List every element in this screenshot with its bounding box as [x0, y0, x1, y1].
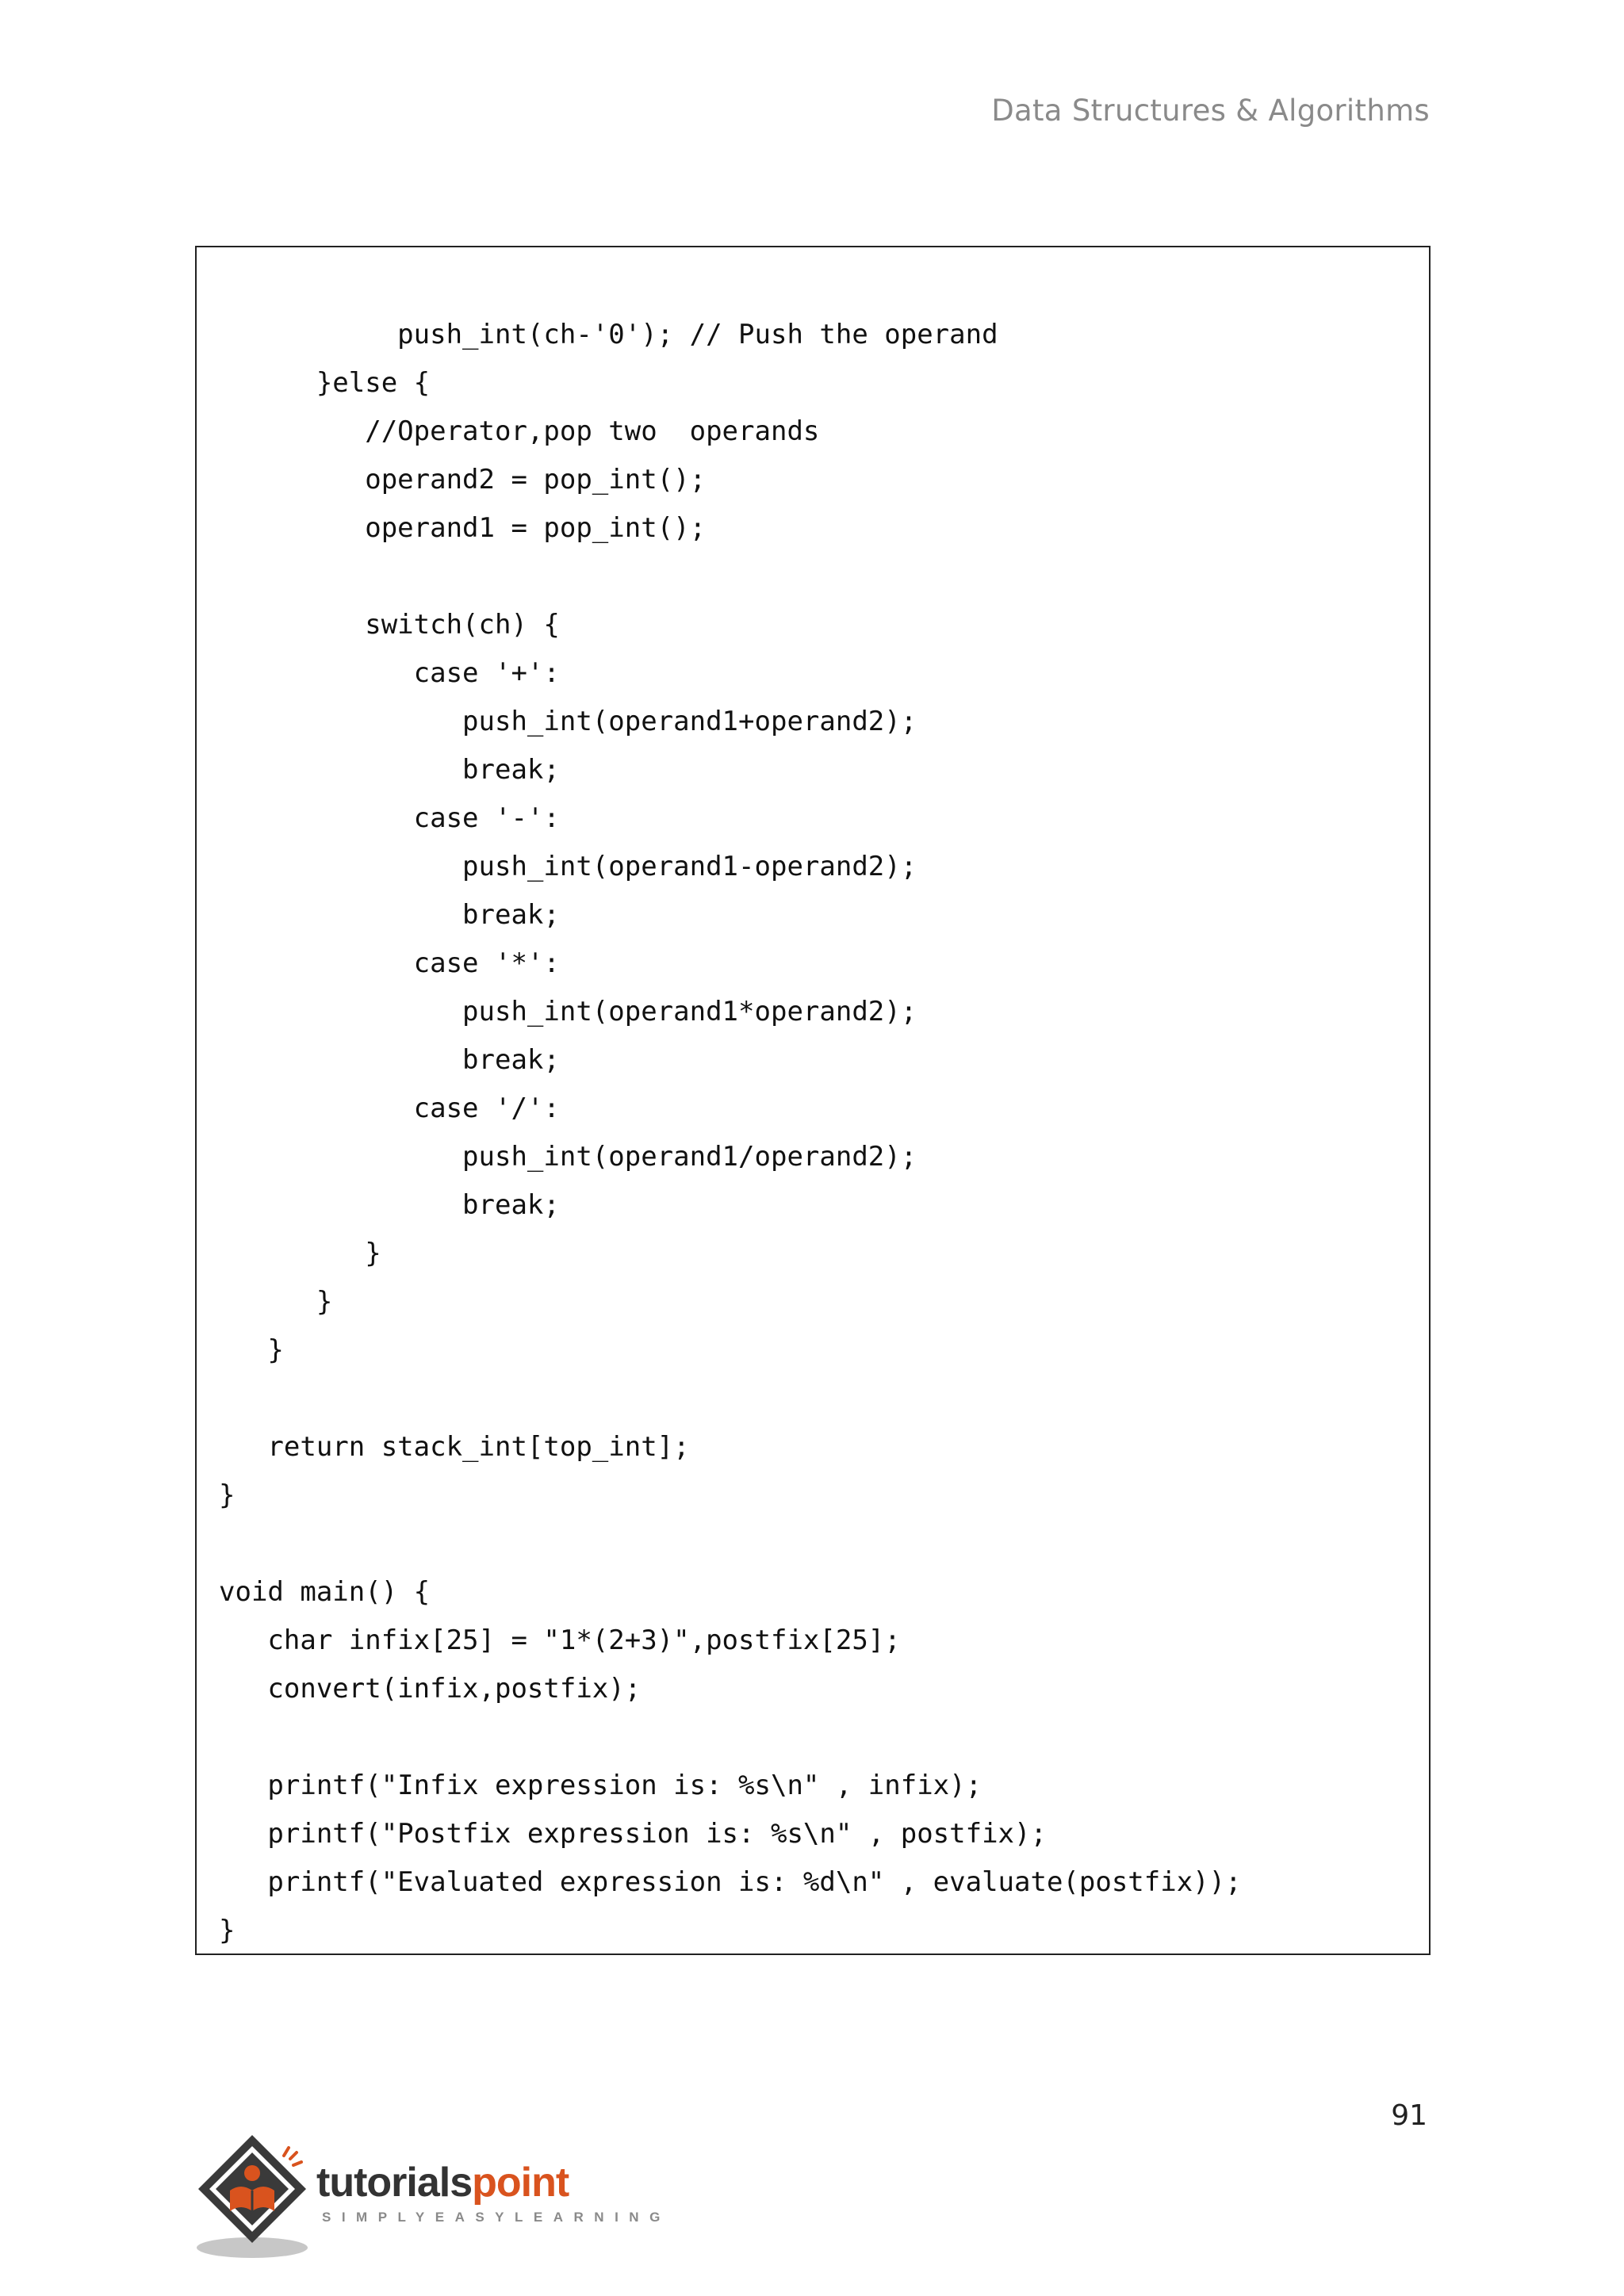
page-number: 91: [1391, 2099, 1427, 2132]
code-line: }: [219, 1238, 381, 1269]
code-line: //Operator,pop two operands: [219, 415, 820, 447]
logo-word-point: point: [472, 2160, 569, 2206]
code-line: push_int(operand1/operand2);: [219, 1141, 917, 1173]
code-line: case '*':: [219, 947, 560, 979]
code-line: break;: [219, 1189, 560, 1221]
running-header: Data Structures & Algorithms: [991, 94, 1430, 128]
tutorialspoint-logo: [195, 2129, 671, 2263]
code-line: break;: [219, 754, 560, 786]
logo-word-tutorials: tutorials: [316, 2160, 473, 2206]
code-line: printf("Evaluated expression is: %d\n" , evaluate(postfix));: [219, 1866, 1242, 1898]
code-line: break;: [219, 899, 560, 931]
code-line: void main() {: [219, 1576, 431, 1608]
code-line: push_int(operand1-operand2);: [219, 851, 917, 882]
code-line: }: [219, 1479, 236, 1511]
logo-tagline: SIMPLYEASYLEARNING: [322, 2210, 671, 2225]
code-line: }: [219, 1286, 333, 1318]
code-line: convert(infix,postfix);: [219, 1673, 642, 1705]
code-line: }: [219, 1915, 236, 1946]
code-line: case '-':: [219, 802, 560, 834]
code-line: operand2 = pop_int();: [219, 464, 707, 496]
code-line: printf("Postfix expression is: %s\n" , postfix);: [219, 1818, 1047, 1850]
code-line: push_int(operand1+operand2);: [219, 706, 917, 737]
code-listing-box: [195, 246, 1431, 1955]
code-line: }else {: [219, 367, 431, 399]
code-line: push_int(ch-'0'); // Push the operand: [219, 319, 998, 350]
code-line: }: [219, 1334, 284, 1366]
code-line: char infix[25] = "1*(2+3)",postfix[25];: [219, 1624, 901, 1656]
code-line: case '+':: [219, 657, 560, 689]
code-line: operand1 = pop_int();: [219, 512, 707, 544]
code-line: push_int(operand1*operand2);: [219, 996, 917, 1027]
code-line: switch(ch) {: [219, 609, 560, 641]
code-listing: [219, 311, 1242, 1955]
code-line: return stack_int[top_int];: [219, 1431, 690, 1463]
logo-emblem-icon: [195, 2129, 330, 2263]
logo-wordmark: [316, 2159, 569, 2206]
code-line: break;: [219, 1044, 560, 1076]
code-line: case '/':: [219, 1093, 560, 1124]
code-line: printf("Infix expression is: %s\n" , infix);: [219, 1770, 982, 1801]
